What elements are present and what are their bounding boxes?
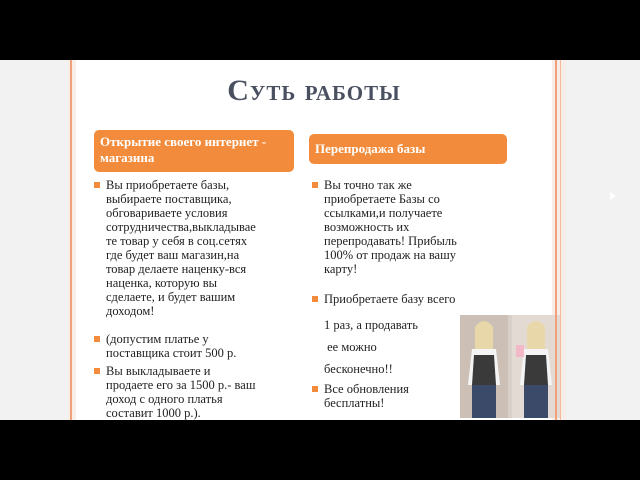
screen-top-bar: [0, 0, 640, 60]
bullet-text: Вы точно так же приобретаете Базы со ссылками,и получаете возможность их перепродавать! Прибыль 100% от продаж на вашу карту!: [324, 178, 457, 276]
bullet-text: Приобретаете базу всего: [324, 292, 456, 306]
left-bullet-list: [94, 178, 294, 418]
bullet-text: Вы выкладываете и продаете его за 1500 р.- ваш доход с одного платья составит 1000 р.).: [106, 364, 256, 420]
bullet-icon: [94, 336, 100, 342]
right-margin: [566, 60, 640, 420]
slide-stripe-left: [70, 60, 72, 420]
slide-stripe-right-thin: [560, 60, 561, 420]
presentation-slide: [68, 60, 566, 420]
bullet-continuation: ее можно: [324, 340, 377, 354]
slide-content: [76, 60, 552, 420]
right-column-header: Перепродажа базы: [309, 134, 507, 164]
screen-bottom-bar: [0, 420, 640, 480]
product-photo: [460, 315, 560, 418]
bullet-icon: [94, 182, 100, 188]
bullet-icon: [94, 368, 100, 374]
slide-stripe-right: [555, 60, 557, 420]
mouse-cursor-icon: [610, 192, 616, 200]
bullet-continuation: бесконечно!!: [324, 362, 393, 376]
slide-title: Суть работы: [227, 74, 401, 107]
bullet-text: (допустим платье у поставщика стоит 500 р.: [106, 332, 237, 360]
bullet-continuation: 1 раз, а продавать: [324, 318, 418, 332]
bullet-text: Все обновления бесплатны!: [324, 382, 409, 410]
left-column-header: Открытие своего интернет - магазина: [94, 130, 294, 172]
bullet-icon: [312, 296, 318, 302]
bullet-icon: [312, 386, 318, 392]
left-margin: [0, 60, 68, 420]
bullet-text: Вы приобретаете базы, выбираете поставщика, обговариваете условия сотрудничества,выкладывае те товар у себя в соц.сетях где будет ваш магазин,на товар делаете наценку-вся наценка, которую вы сделаете, и будет вашим доходом!: [106, 178, 256, 318]
bullet-icon: [312, 182, 318, 188]
